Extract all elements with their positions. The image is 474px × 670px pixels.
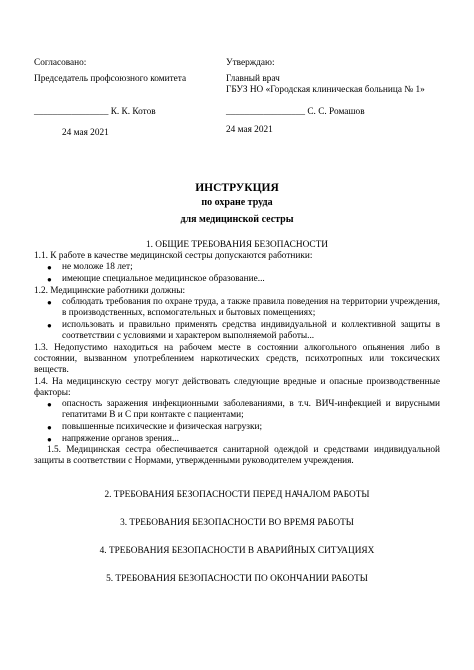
section-2-heading: 2. ТРЕБОВАНИЯ БЕЗОПАСНОСТИ ПЕРЕД НАЧАЛОМ РАБОТЫ [104,490,370,500]
right-date: 24 мая 2021 [226,125,273,135]
document-title: ИНСТРУКЦИЯ [195,182,279,194]
paragraph-1-4: 1.4. На медицинскую сестру могут действовать следующие вредные и опасные производственные факторы: [34,377,440,398]
bullet-icon: ● [47,435,52,444]
list-item: имеющие специальное медицинское образование... [62,274,265,284]
document-subtitle-2: для медицинской сестры [180,214,294,225]
section-1-heading: 1. ОБЩИЕ ТРЕБОВАНИЯ БЕЗОПАСНОСТИ [145,240,329,250]
approve-label: Утверждаю: [226,58,275,68]
list-item: повышенные психические и физическая нагрузки; [62,422,263,432]
list-item: напряжение органов зрения... [62,434,179,444]
paragraph-1-1: 1.1. К работе в качестве медицинской сестры допускаются работники: [34,251,313,261]
bullet-icon: ● [47,298,52,307]
list-item: не моложе 18 лет; [62,262,133,272]
section-4-heading: 4. ТРЕБОВАНИЯ БЕЗОПАСНОСТИ В АВАРИЙНЫХ СИТУАЦИЯХ [99,546,375,556]
bullet-icon: ● [47,423,52,432]
document-subtitle: по охране труда [201,197,273,208]
bullet-icon: ● [47,321,52,330]
left-signature: ________________ К. К. Котов [34,107,156,117]
list-item: использовать и правильно применять средства индивидуальной и коллективной защиты в соответствии с условиями и характером выполняемой работы... [62,320,440,341]
left-date: 24 мая 2021 [62,128,109,138]
left-position: Председатель профсоюзного комитета [34,74,187,84]
bullet-icon: ● [47,400,52,409]
list-item: опасность заражения инфекционными заболеваниями, в т.ч. ВИЧ-инфекцией и вирусными гепатитами В и С при контакте с пациентами; [62,399,440,420]
right-signature: _________________ С. С. Ромашов [226,107,365,117]
list-item: соблюдать требования по охране труда, а также правила поведения на территории учреждения, в производственных, вспомогательных и бытовых помещениях; [62,297,440,318]
bullet-icon: ● [47,263,52,272]
section-3-heading: 3. ТРЕБОВАНИЯ БЕЗОПАСНОСТИ ВО ВРЕМЯ РАБОТЫ [120,518,354,528]
paragraph-1-2: 1.2. Медицинские работники должны: [34,286,186,296]
right-position: Главный врач [226,74,280,84]
section-5-heading: 5. ТРЕБОВАНИЯ БЕЗОПАСНОСТИ ПО ОКОНЧАНИИ РАБОТЫ [106,574,368,584]
bullet-icon: ● [47,275,52,284]
paragraph-1-3: 1.3. Недопустимо находиться на рабочем месте в состоянии алкогольного опьянения либо в состоянии, вызванном употреблением наркотических средств, психотропных или токсических веществ. [34,343,440,375]
paragraph-1-5: 1.5. Медицинская сестра обеспечивается санитарной одеждой и средствами индивидуальной защиты в соответствии с Нормами, утвержденными руководителем учреждения. [34,445,440,466]
right-organization: ГБУЗ НО «Городская клиническая больница № 1» [226,85,425,95]
agreed-label: Согласовано: [34,58,87,68]
